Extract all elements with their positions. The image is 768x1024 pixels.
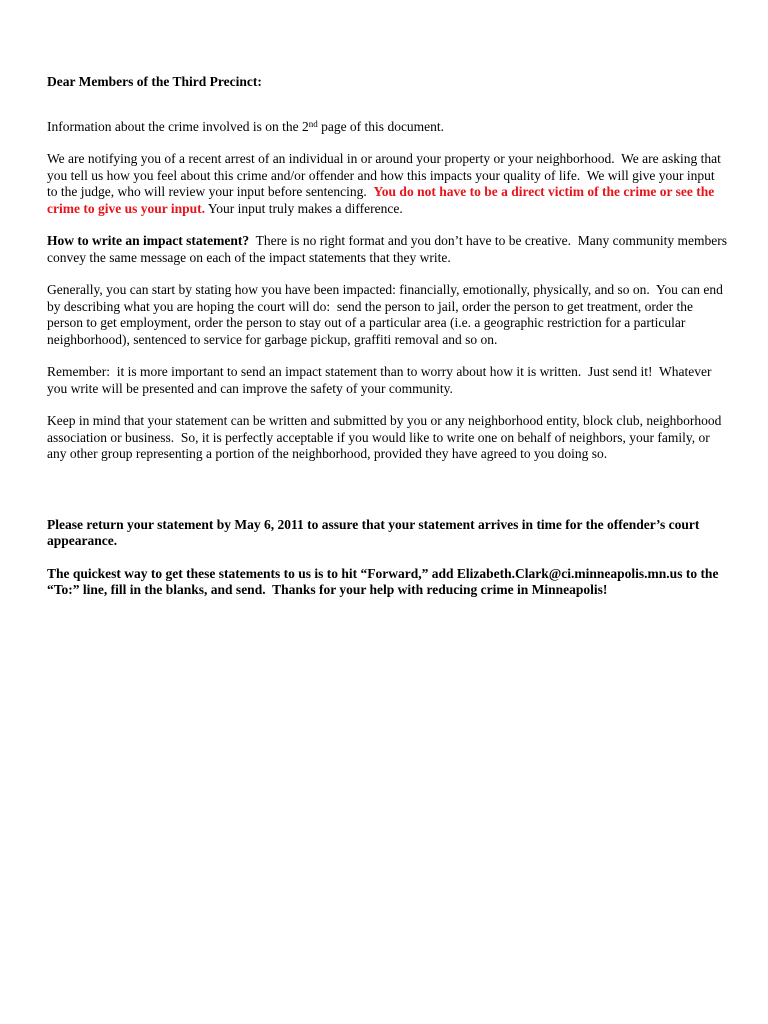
letter-body <box>47 74 731 615</box>
notification-paragraph <box>47 151 727 217</box>
submission-eligibility-paragraph: Keep in mind that your statement can be written and submitted by you or any neighborhood entity, block club, neighborhood association or business. So, it is perfectly acceptable if you would like to write one on behalf of neighbors, your family, or any other group representing a portion of the neighborhood, provided they have agreed to you doing so. <box>47 413 725 461</box>
page-reference-paragraph <box>47 119 727 136</box>
notification-text: We are notifying you of a recent arrest of an individual in or around your property or your neighborhood. We are asking that you tell us how you feel about this crime and/or offender and how this impacts your quality of life. We will give your input to the judge, who will review your input before sentencing. <box>47 151 725 199</box>
deadline-paragraph: Please return your statement by May 6, 2011 to assure that your statement arrives in time for the offender’s court appearance. <box>47 516 703 548</box>
how-to-paragraph <box>47 233 731 266</box>
forward-instructions-paragraph: The quickest way to get these statements to us is to hit “Forward,” add Elizabeth.Clark@ci.minneapolis.mn.us to the “To:” line, fill in the blanks, and send. Thanks for your help with reducing crime in Minneapolis! <box>47 565 722 597</box>
direct-victim-emphasis: You do not have to be a direct victim of the crime or see the crime to give us your input. <box>47 184 718 216</box>
ordinal-superscript: nd <box>308 118 318 129</box>
page-reference-text-start: Information about the crime involved is on the 2 <box>47 118 309 134</box>
salutation: Dear Members of the Third Precinct: <box>47 74 262 89</box>
how-to-heading: How to write an impact statement? <box>47 233 250 248</box>
section-spacer <box>47 479 727 517</box>
impact-guidance-paragraph: Generally, you can start by stating how you have been impacted: financially, emotionally, physically, and so on. You can end by describing what you are hoping the court will do: send the person to jail, order the person to get treatment, order the person to get employment, order the person to stay out of a particular area (i.e. a geographic restriction for a particular neighborhood), sentenced to service for garbage pickup, graffiti removal and so on. <box>47 282 727 347</box>
notification-closing-text: Your input truly makes a difference. <box>205 200 403 216</box>
remember-paragraph: Remember: it is more important to send an impact statement than to worry about how it is written. Just send it! Whatever you write will be presented and can improve the safety of your community. <box>47 364 715 396</box>
page-reference-text-end: page of this document. <box>317 118 445 134</box>
how-to-text: There is no right format and you don’t have to be creative. Many community members convey the same message on each of the impact statements that they write. <box>47 233 731 265</box>
